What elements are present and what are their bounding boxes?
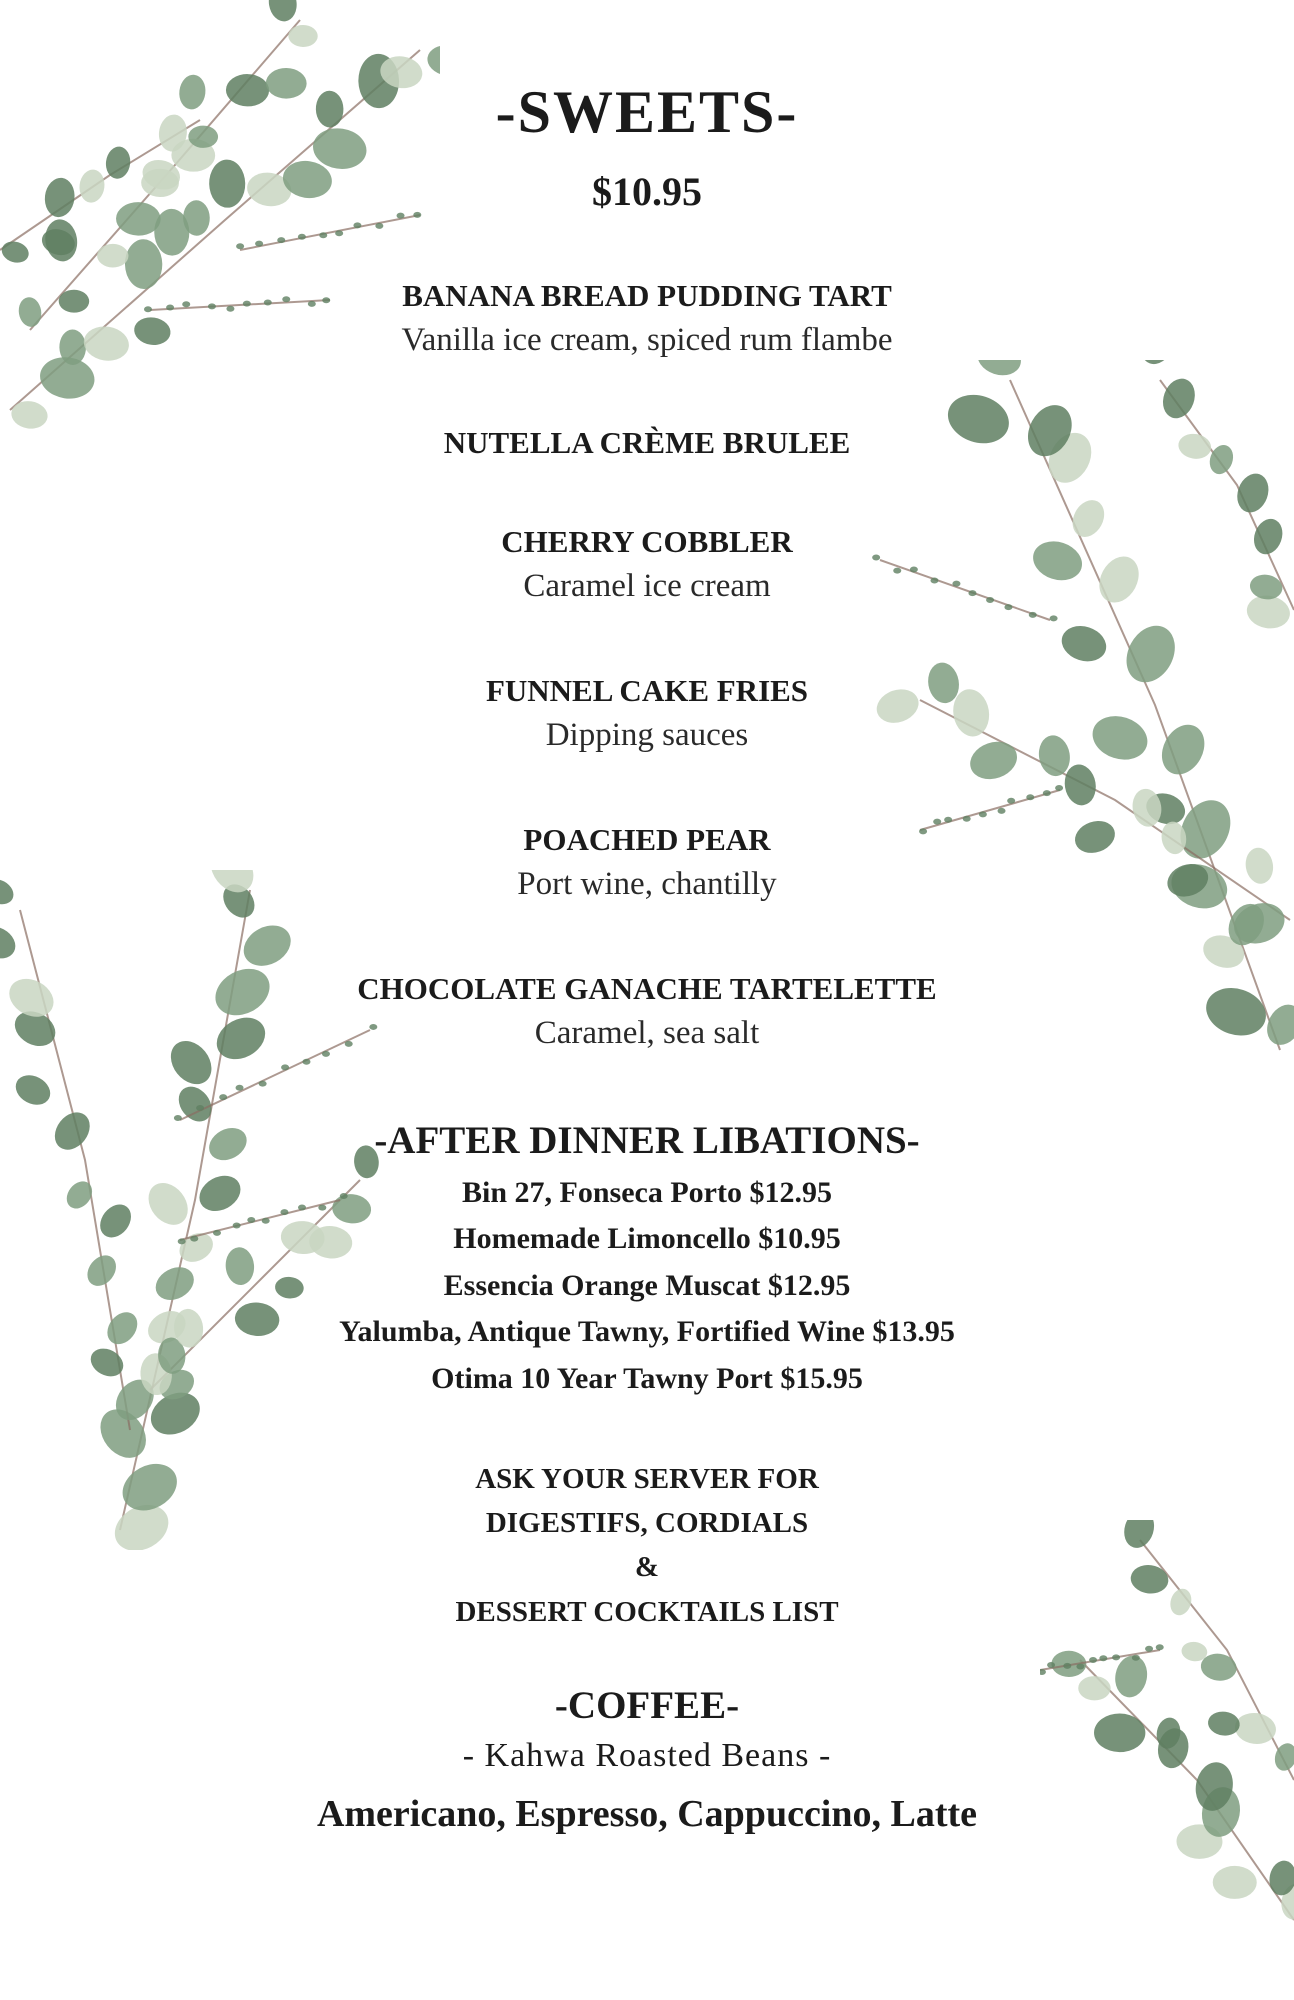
sweets-price: $10.95 — [592, 169, 702, 214]
menu-item-name: FUNNEL CAKE FRIES — [485, 673, 809, 708]
libation-item: Homemade Limoncello $10.95 — [453, 1222, 841, 1255]
coffee-drinks: Americano, Espresso, Cappuccino, Latte — [316, 1793, 978, 1835]
coffee-title: -COFFEE- — [554, 1684, 740, 1727]
coffee-subtitle: - Kahwa Roasted Beans - — [462, 1737, 832, 1774]
menu-item-description: Vanilla ice cream, spiced rum flambe — [401, 322, 893, 358]
server-note-line: DESSERT COCKTAILS LIST — [455, 1596, 839, 1628]
server-note-line: DIGESTIFS, CORDIALS — [485, 1507, 809, 1539]
menu-item-description: Dipping sauces — [545, 717, 749, 753]
menu-item-name: CHOCOLATE GANACHE TARTELETTE — [357, 971, 937, 1006]
menu-item-name: POACHED PEAR — [523, 822, 771, 857]
libation-item: Bin 27, Fonseca Porto $12.95 — [462, 1176, 832, 1209]
menu-item-name: BANANA BREAD PUDDING TART — [402, 278, 892, 313]
server-note-line: ASK YOUR SERVER FOR — [475, 1463, 819, 1495]
menu-item-name: CHERRY COBBLER — [501, 524, 793, 559]
menu-item-name: NUTELLA CRÈME BRULEE — [443, 425, 851, 460]
menu-item-description: Port wine, chantilly — [517, 866, 777, 902]
libation-item: Essencia Orange Muscat $12.95 — [443, 1269, 851, 1302]
libations-title: -AFTER DINNER LIBATIONS- — [374, 1119, 920, 1162]
eucalyptus-branch-top-left-icon — [0, 0, 440, 430]
eucalyptus-branch-right-icon — [860, 360, 1294, 1060]
libation-item: Yalumba, Antique Tawny, Fortified Wine $13.95 — [339, 1315, 955, 1348]
menu-item-description: Caramel ice cream — [523, 568, 771, 604]
sweets-title: -SWEETS- — [495, 79, 799, 145]
server-note-line: & — [634, 1551, 660, 1583]
menu-item-description: Caramel, sea salt — [534, 1015, 760, 1051]
libation-item: Otima 10 Year Tawny Port $15.95 — [431, 1362, 863, 1395]
